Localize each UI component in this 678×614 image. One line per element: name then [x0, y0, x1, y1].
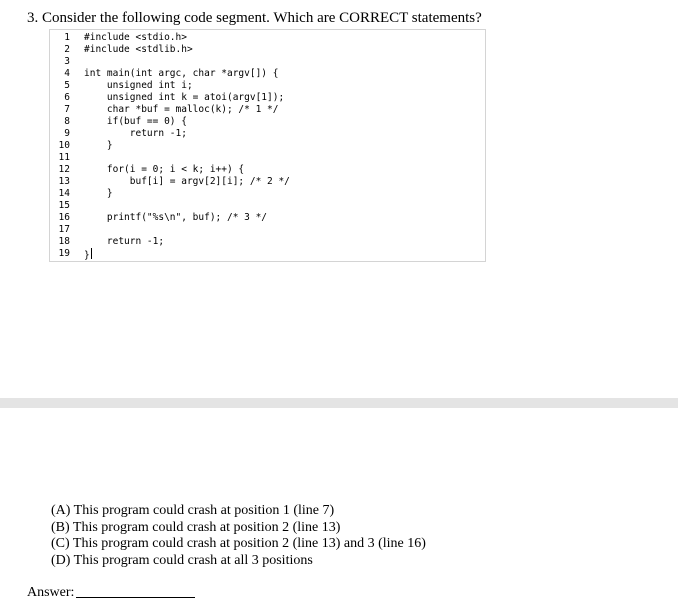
line-number: 4: [64, 68, 70, 79]
line-number: 19: [58, 248, 70, 259]
line-number: 9: [64, 128, 70, 139]
answer-line: [27, 584, 195, 602]
code-line: [50, 56, 70, 68]
code-line: [50, 248, 90, 261]
line-number: 8: [64, 116, 70, 127]
line-code: if(buf == 0) {: [84, 116, 187, 127]
code-line: [50, 188, 113, 200]
code-line: [50, 128, 187, 140]
line-code: unsigned int k = atoi(argv[1]);: [84, 92, 285, 103]
code-line: [50, 68, 279, 80]
code-line: [50, 236, 165, 248]
option-c: (C) This program could crash at position 2 (line 13) and 3 (line 16): [51, 536, 426, 551]
code-line: [50, 116, 187, 128]
code-line: [50, 32, 187, 44]
line-number: 13: [58, 176, 70, 187]
code-line: [50, 212, 268, 224]
code-line: [50, 104, 279, 116]
line-code: }: [84, 188, 113, 199]
line-number: 12: [58, 164, 70, 175]
option-b: (B) This program could crash at position 2 (line 13): [51, 519, 341, 535]
line-number: 3: [64, 56, 70, 67]
code-line: [50, 80, 193, 92]
code-line: [50, 176, 290, 188]
line-code: unsigned int i;: [84, 80, 193, 91]
answer-label: Answer:: [27, 585, 75, 600]
line-number: 11: [58, 152, 70, 163]
answer-options: [51, 503, 426, 569]
closing-brace: }: [84, 250, 90, 261]
line-number: 10: [58, 140, 70, 151]
line-number: 15: [58, 200, 70, 211]
line-code: printf("%s\n", buf); /* 3 */: [84, 212, 268, 223]
line-code: int main(int argc, char *argv[]) {: [84, 68, 279, 79]
line-code: return -1;: [84, 128, 187, 139]
line-code: #include <stdlib.h>: [84, 44, 193, 55]
code-lines: [50, 32, 290, 261]
code-line: [50, 164, 245, 176]
code-block: [49, 29, 486, 262]
line-number: 1: [64, 32, 70, 43]
line-code: #include <stdio.h>: [84, 32, 187, 43]
line-number: 16: [58, 212, 70, 223]
option-d: (D) This program could crash at all 3 positions: [51, 552, 313, 568]
line-number: 7: [64, 104, 70, 115]
code-line: [50, 152, 70, 164]
line-code: [84, 248, 92, 262]
line-code: char *buf = malloc(k); /* 1 */: [84, 104, 279, 115]
line-code: return -1;: [84, 236, 165, 247]
line-number: 6: [64, 92, 70, 103]
option-a: (A) This program could crash at position 1 (line 7): [51, 503, 335, 518]
line-number: 17: [58, 224, 70, 235]
code-line: [50, 44, 193, 56]
line-number: 18: [58, 236, 70, 247]
line-code: }: [84, 140, 113, 151]
code-line: [50, 224, 70, 236]
line-number: 2: [64, 44, 70, 55]
section-divider: [0, 398, 678, 408]
code-line: [50, 140, 113, 152]
line-number: 5: [64, 80, 70, 91]
question-title: 3. Consider the following code segment. Which are CORRECT statements?: [27, 10, 482, 26]
code-line: [50, 92, 285, 104]
text-cursor: [91, 248, 92, 259]
code-line: [50, 200, 70, 212]
line-code: for(i = 0; i < k; i++) {: [84, 164, 245, 175]
line-code: buf[i] = argv[2][i]; /* 2 */: [84, 176, 290, 187]
answer-blank[interactable]: [76, 584, 195, 598]
line-number: 14: [58, 188, 70, 199]
